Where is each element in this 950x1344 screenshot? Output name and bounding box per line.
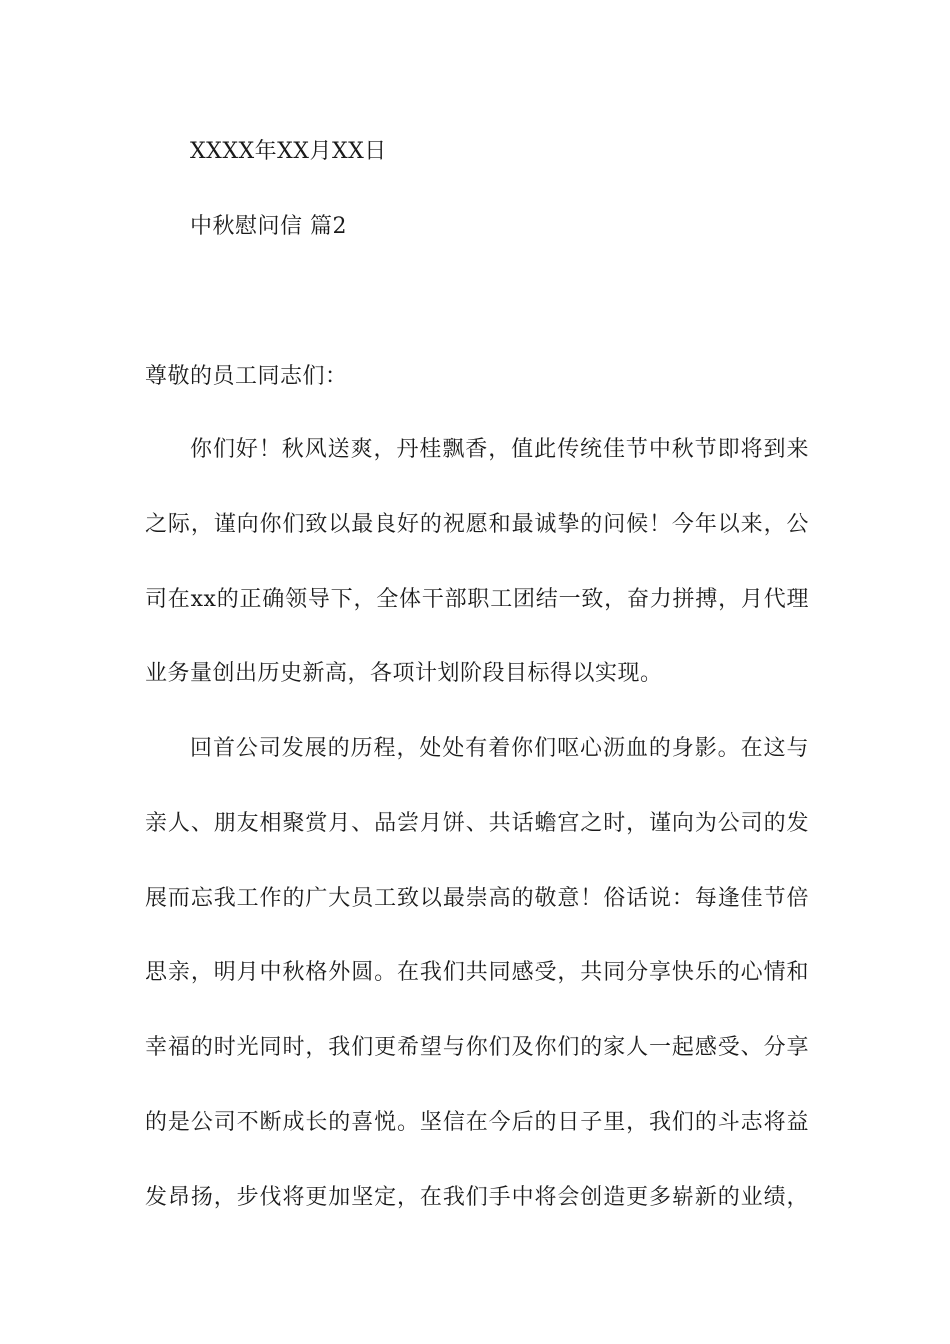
paragraph-2-line-6: 的是公司不断成长的喜悦。坚信在今后的日子里，我们的斗志将益 [145, 1110, 809, 1135]
paragraph-2-line-7: 发昂扬，步伐将更加坚定，在我们手中将会创造更多崭新的业绩， [145, 1185, 809, 1210]
paragraph-1-line-2: 之际，谨向你们致以最良好的祝愿和最诚挚的问候！今年以来，公 [145, 512, 809, 537]
date-line: XXXX年XX月XX日 [190, 139, 387, 164]
paragraph-2-line-4: 思亲，明月中秋格外圆。在我们共同感受，共同分享快乐的心情和 [145, 960, 809, 985]
paragraph-1-line-3: 司在xx的正确领导下，全体干部职工团结一致，奋力拼搏，月代理 [145, 587, 809, 612]
paragraph-1-line-4: 业务量创出历史新高，各项计划阶段目标得以实现。 [145, 661, 663, 686]
paragraph-2-line-1: 回首公司发展的历程，处处有着你们呕心沥血的身影。在这与 [190, 736, 809, 761]
paragraph-2-line-5: 幸福的时光同时，我们更希望与你们及你们的家人一起感受、分享 [145, 1035, 809, 1060]
paragraph-1-line-1: 你们好！秋风送爽，丹桂飘香，值此传统佳节中秋节即将到来 [190, 437, 809, 462]
paragraph-2-line-2: 亲人、朋友相聚赏月、品尝月饼、共话蟾宫之时，谨向为公司的发 [145, 811, 809, 836]
section-title: 中秋慰问信 篇2 [190, 214, 347, 239]
paragraph-2-line-3: 展而忘我工作的广大员工致以最崇高的敬意！俗话说：每逢佳节倍 [145, 886, 809, 911]
salutation: 尊敬的员工同志们： [145, 364, 348, 389]
